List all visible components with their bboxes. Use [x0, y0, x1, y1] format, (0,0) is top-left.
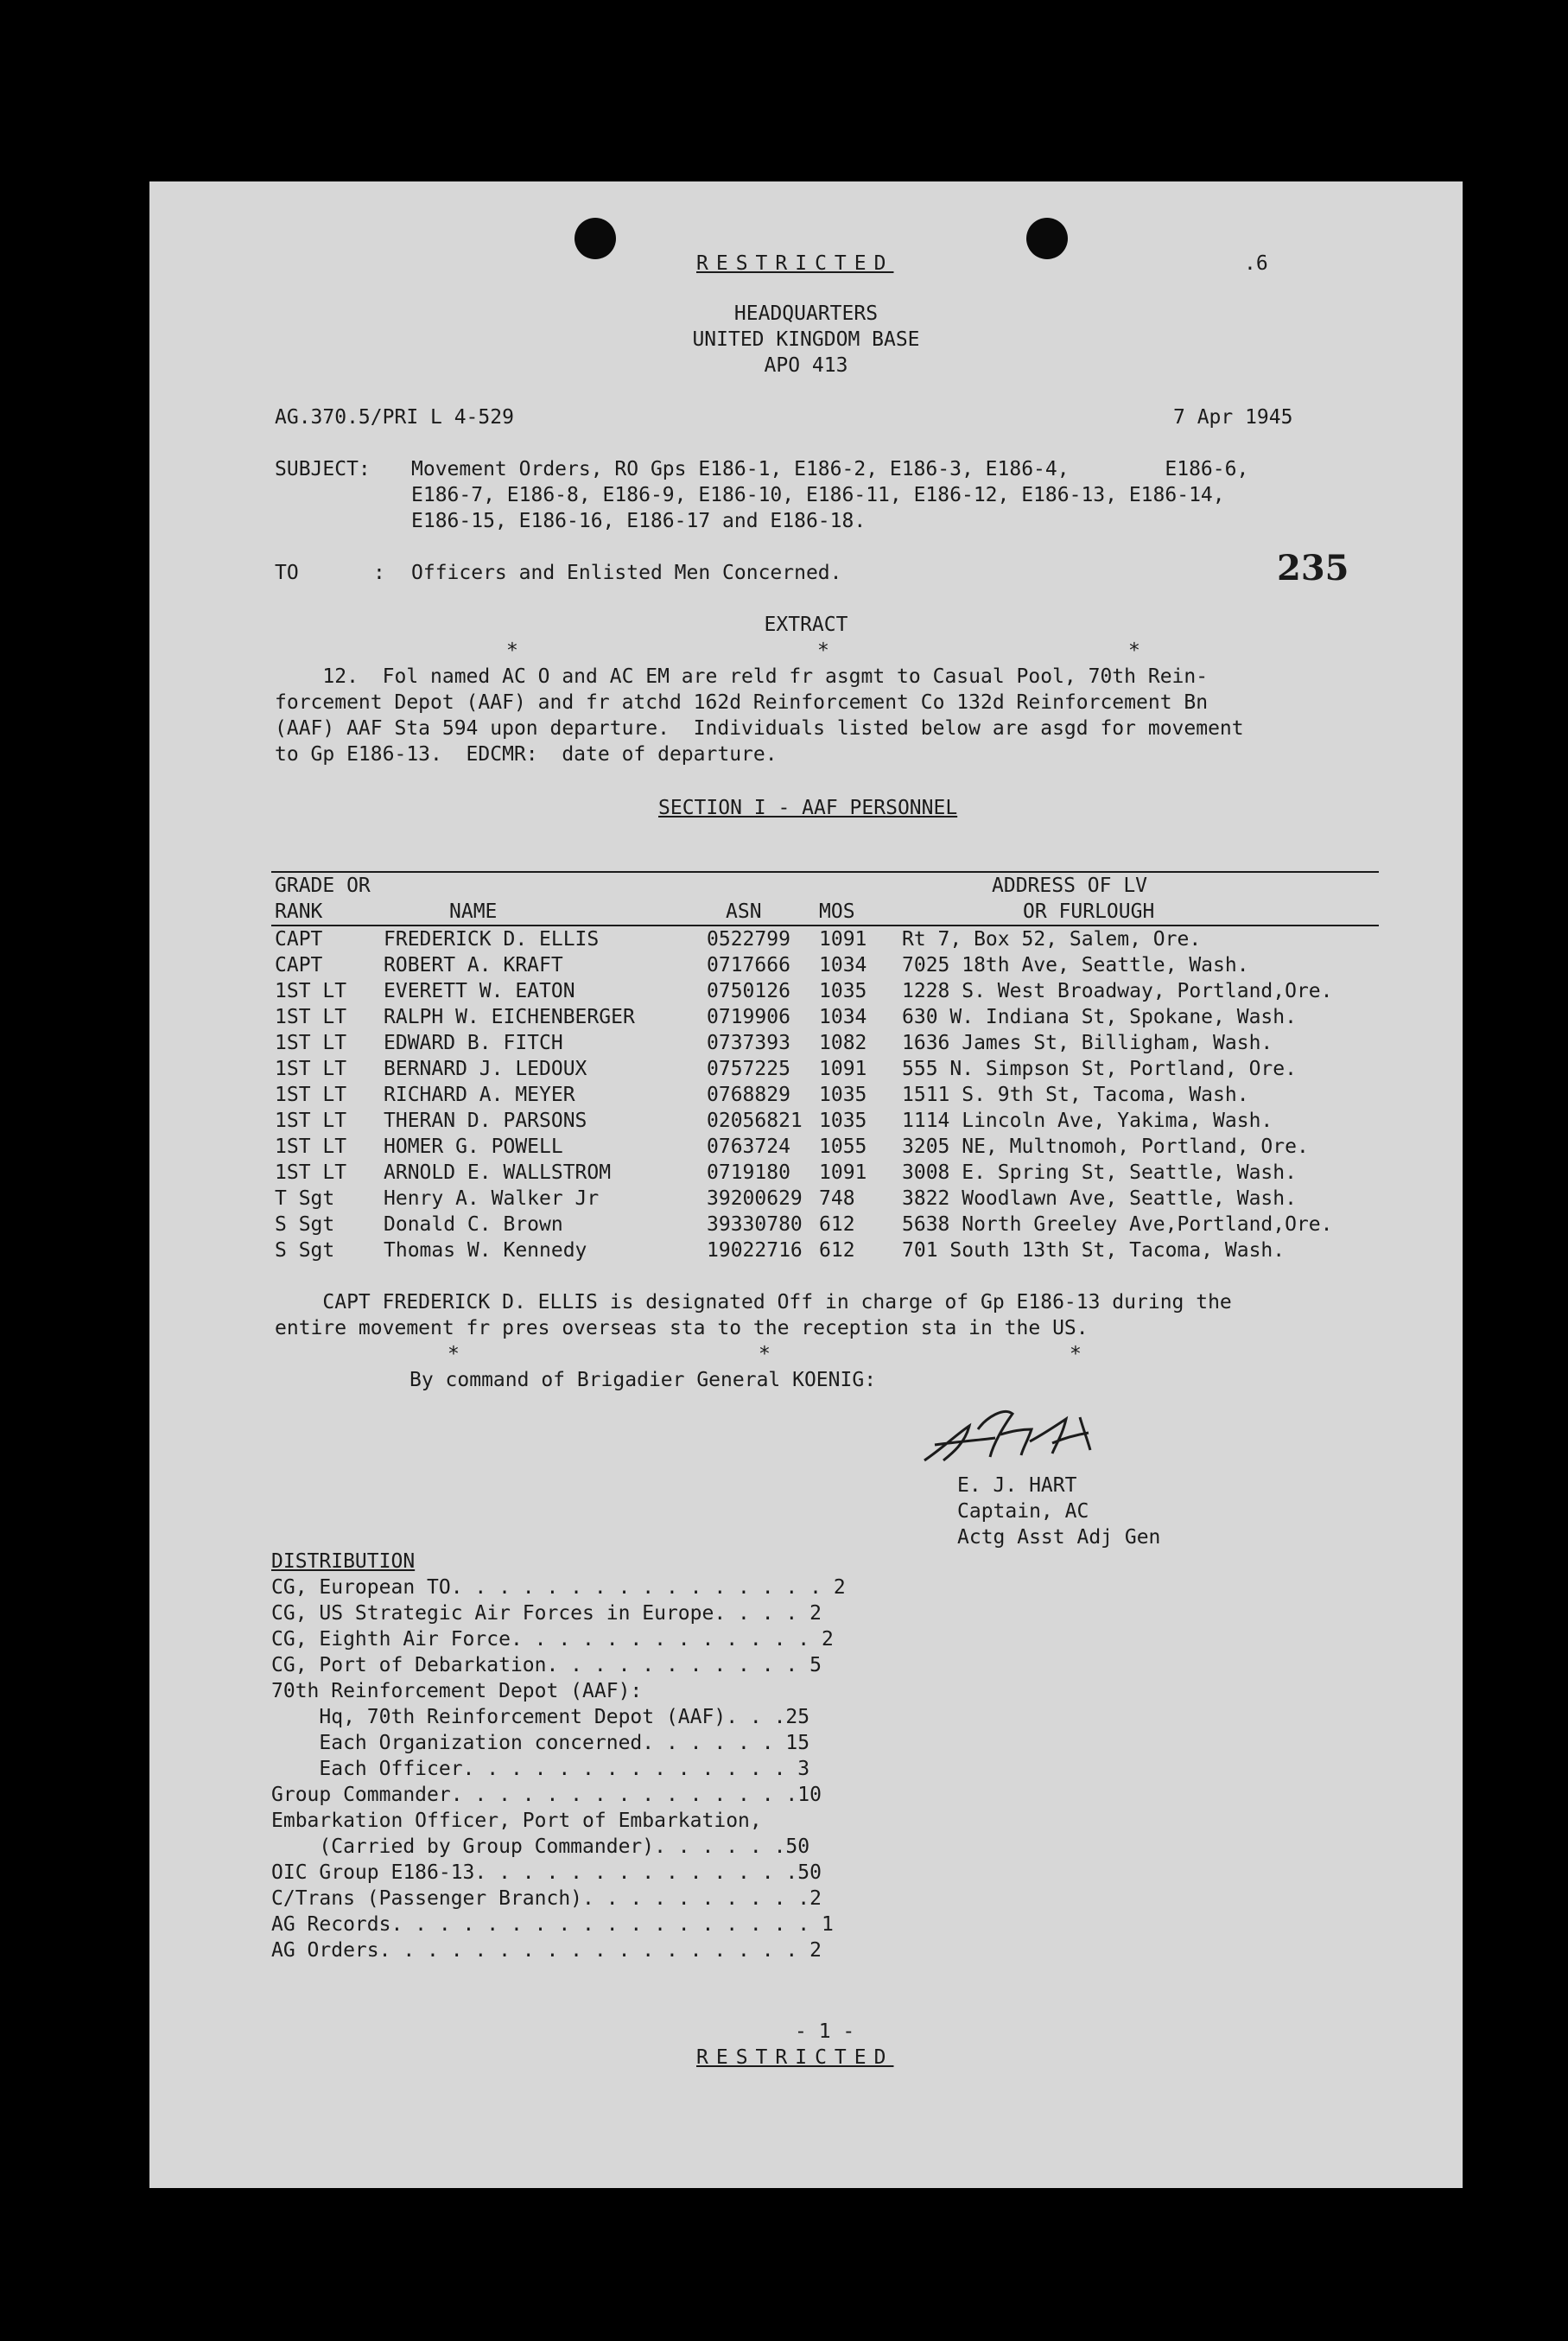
cell-grade: 1ST LT [275, 1084, 347, 1106]
paragraph-line: forcement Depot (AAF) and fr atchd 162d Reinforcement Co 132d Reinforcement Bn [275, 691, 1209, 714]
distribution-item: (Carried by Group Commander). . . . . .50 [271, 1835, 810, 1858]
column-header-address: ADDRESS OF LV [992, 875, 1148, 897]
column-header-furlough: OR FURLOUGH [1023, 900, 1155, 923]
cell-asn: 0750126 [707, 980, 790, 1002]
column-header-mos: MOS [819, 900, 855, 923]
cell-address: 1636 James St, Billigham, Wash. [902, 1032, 1273, 1054]
cell-mos: 612 [819, 1239, 855, 1262]
handwritten-signature [917, 1400, 1133, 1478]
distribution-title: DISTRIBUTION [271, 1550, 416, 1573]
distribution-item: Group Commander. . . . . . . . . . . . . . .10 [271, 1784, 822, 1806]
section-title: SECTION I - AAF PERSONNEL [658, 797, 958, 819]
subject-line: Movement Orders, RO Gps E186-1, E186-2, E186-3, E186-4, E186-6, [411, 458, 1249, 480]
cell-asn: 19022716 [707, 1239, 803, 1262]
distribution-item: Hq, 70th Reinforcement Depot (AAF). . .25 [271, 1706, 810, 1728]
cell-address: 1114 Lincoln Ave, Yakima, Wash. [902, 1110, 1273, 1132]
cell-asn: 0763724 [707, 1136, 790, 1158]
to-label: TO [275, 562, 299, 584]
classification-top: RESTRICTED [696, 252, 894, 275]
distribution-item: CG, US Strategic Air Forces in Europe. . . . 2 [271, 1602, 822, 1625]
column-header-grade: GRADE OR [275, 875, 371, 897]
distribution-item: 70th Reinforcement Depot (AAF): [271, 1680, 643, 1702]
to-colon: : [373, 562, 385, 584]
cell-mos: 1034 [819, 1006, 867, 1028]
cell-address: 3205 NE, Multnomoh, Portland, Ore. [902, 1136, 1309, 1158]
distribution-item: Each Organization concerned. . . . . . 15 [271, 1732, 810, 1754]
cell-grade: 1ST LT [275, 1110, 347, 1132]
document-date: 7 Apr 1945 [1173, 406, 1293, 429]
cell-grade: 1ST LT [275, 1058, 347, 1080]
to-text: Officers and Enlisted Men Concerned. [411, 562, 842, 584]
distribution-item: AG Orders. . . . . . . . . . . . . . . . . . 2 [271, 1939, 822, 1962]
cell-asn: 0757225 [707, 1058, 790, 1080]
cell-name: RALPH W. EICHENBERGER [384, 1006, 635, 1028]
signer-name: E. J. HART [957, 1474, 1077, 1497]
cell-asn: 0719906 [707, 1006, 790, 1028]
cell-name: EVERETT W. EATON [384, 980, 575, 1002]
cell-name: Donald C. Brown [384, 1213, 563, 1236]
distribution-item: AG Records. . . . . . . . . . . . . . . . . . 1 [271, 1913, 834, 1936]
cell-address: 630 W. Indiana St, Spokane, Wash. [902, 1006, 1297, 1028]
page-number: - 1 - [795, 2020, 855, 2043]
cell-mos: 1091 [819, 928, 867, 951]
org-line: HEADQUARTERS [733, 302, 879, 325]
paragraph-line: (AAF) AAF Sta 594 upon departure. Individuals listed below are asgd for movement [275, 717, 1244, 740]
signer-title: Actg Asst Adj Gen [957, 1526, 1161, 1549]
column-header-name: NAME [449, 900, 498, 923]
cell-mos: 1034 [819, 954, 867, 976]
org-line: UNITED KINGDOM BASE [692, 328, 920, 351]
cell-address: 3008 E. Spring St, Seattle, Wash. [902, 1161, 1297, 1184]
cell-grade: CAPT [275, 928, 323, 951]
distribution-item: CG, Port of Debarkation. . . . . . . . . . . 5 [271, 1654, 822, 1676]
file-reference: AG.370.5/PRI L 4-529 [275, 406, 514, 429]
cell-address: Rt 7, Box 52, Salem, Ore. [902, 928, 1202, 951]
cell-name: THERAN D. PARSONS [384, 1110, 587, 1132]
cell-asn: 0719180 [707, 1161, 790, 1184]
cell-grade: S Sgt [275, 1213, 335, 1236]
cell-name: EDWARD B. FITCH [384, 1032, 563, 1054]
distribution-item: OIC Group E186-13. . . . . . . . . . . . . .50 [271, 1861, 822, 1884]
closing-stars: * * * [448, 1343, 1082, 1365]
distribution-item: CG, Eighth Air Force. . . . . . . . . . . . . 2 [271, 1628, 834, 1651]
subject-label: SUBJECT: [275, 458, 371, 480]
cell-asn: 0737393 [707, 1032, 790, 1054]
cell-address: 3822 Woodlawn Ave, Seattle, Wash. [902, 1187, 1297, 1210]
signer-rank: Captain, AC [957, 1500, 1089, 1523]
cell-name: BERNARD J. LEDOUX [384, 1058, 587, 1080]
cell-mos: 1091 [819, 1058, 867, 1080]
org-line: APO 413 [764, 354, 848, 377]
cell-name: HOMER G. POWELL [384, 1136, 563, 1158]
cell-mos: 612 [819, 1213, 855, 1236]
cell-mos: 748 [819, 1187, 855, 1210]
cell-name: Henry A. Walker Jr [384, 1187, 600, 1210]
cell-address: 1511 S. 9th St, Tacoma, Wash. [902, 1084, 1249, 1106]
closing-line: CAPT FREDERICK D. ELLIS is designated Off in charge of Gp E186-13 during the [275, 1291, 1232, 1314]
paragraph-line: to Gp E186-13. EDCMR: date of departure. [275, 743, 778, 766]
cell-grade: 1ST LT [275, 980, 347, 1002]
punch-hole [1026, 218, 1068, 259]
cell-address: 701 South 13th St, Tacoma, Wash. [902, 1239, 1286, 1262]
cell-asn: 39330780 [707, 1213, 803, 1236]
cell-name: ARNOLD E. WALLSTROM [384, 1161, 612, 1184]
punch-hole [575, 218, 616, 259]
cell-grade: 1ST LT [275, 1161, 347, 1184]
column-header-rank: RANK [275, 900, 323, 923]
cell-name: Thomas W. Kennedy [384, 1239, 587, 1262]
closing-line: entire movement fr pres overseas sta to the reception sta in the US. [275, 1317, 1089, 1339]
subject-line: E186-15, E186-16, E186-17 and E186-18. [411, 510, 867, 532]
cell-asn: 02056821 [707, 1110, 803, 1132]
subject-line: E186-7, E186-8, E186-9, E186-10, E186-11, E186-12, E186-13, E186-14, [411, 484, 1225, 506]
cell-grade: 1ST LT [275, 1136, 347, 1158]
cell-grade: 1ST LT [275, 1032, 347, 1054]
cell-asn: 0768829 [707, 1084, 790, 1106]
table-top-rule [271, 871, 1379, 873]
cell-grade: CAPT [275, 954, 323, 976]
classification-bottom: RESTRICTED [696, 2046, 894, 2069]
cell-asn: 0717666 [707, 954, 790, 976]
cell-address: 1228 S. West Broadway, Portland,Ore. [902, 980, 1333, 1002]
cell-mos: 1035 [819, 980, 867, 1002]
cell-grade: 1ST LT [275, 1006, 347, 1028]
cell-name: FREDERICK D. ELLIS [384, 928, 600, 951]
extract-stars: * * * [506, 639, 1140, 662]
command-line: By command of Brigadier General KOENIG: [409, 1369, 877, 1391]
cell-address: 5638 North Greeley Ave,Portland,Ore. [902, 1213, 1333, 1236]
cell-asn: 0522799 [707, 928, 790, 951]
cell-name: RICHARD A. MEYER [384, 1084, 575, 1106]
cell-mos: 1035 [819, 1084, 867, 1106]
cell-mos: 1082 [819, 1032, 867, 1054]
cell-name: ROBERT A. KRAFT [384, 954, 563, 976]
cell-mos: 1035 [819, 1110, 867, 1132]
page-mark: .6 [1244, 252, 1268, 275]
cell-grade: T Sgt [275, 1187, 335, 1210]
cell-grade: S Sgt [275, 1239, 335, 1262]
cell-address: 555 N. Simpson St, Portland, Ore. [902, 1058, 1297, 1080]
distribution-item: Embarkation Officer, Port of Embarkation, [271, 1810, 762, 1832]
column-header-asn: ASN [726, 900, 762, 923]
cell-mos: 1091 [819, 1161, 867, 1184]
cell-mos: 1055 [819, 1136, 867, 1158]
cell-address: 7025 18th Ave, Seattle, Wash. [902, 954, 1249, 976]
distribution-item: CG, European TO. . . . . . . . . . . . . . . . 2 [271, 1576, 846, 1599]
paragraph-line: 12. Fol named AC O and AC EM are reld fr asgmt to Casual Pool, 70th Rein- [275, 665, 1209, 688]
cell-asn: 39200629 [707, 1187, 803, 1210]
distribution-item: Each Officer. . . . . . . . . . . . . . 3 [271, 1758, 810, 1780]
extract-title: EXTRACT [764, 614, 848, 636]
document-number: 235 [1277, 548, 1349, 588]
distribution-item: C/Trans (Passenger Branch). . . . . . . . . .2 [271, 1887, 822, 1910]
